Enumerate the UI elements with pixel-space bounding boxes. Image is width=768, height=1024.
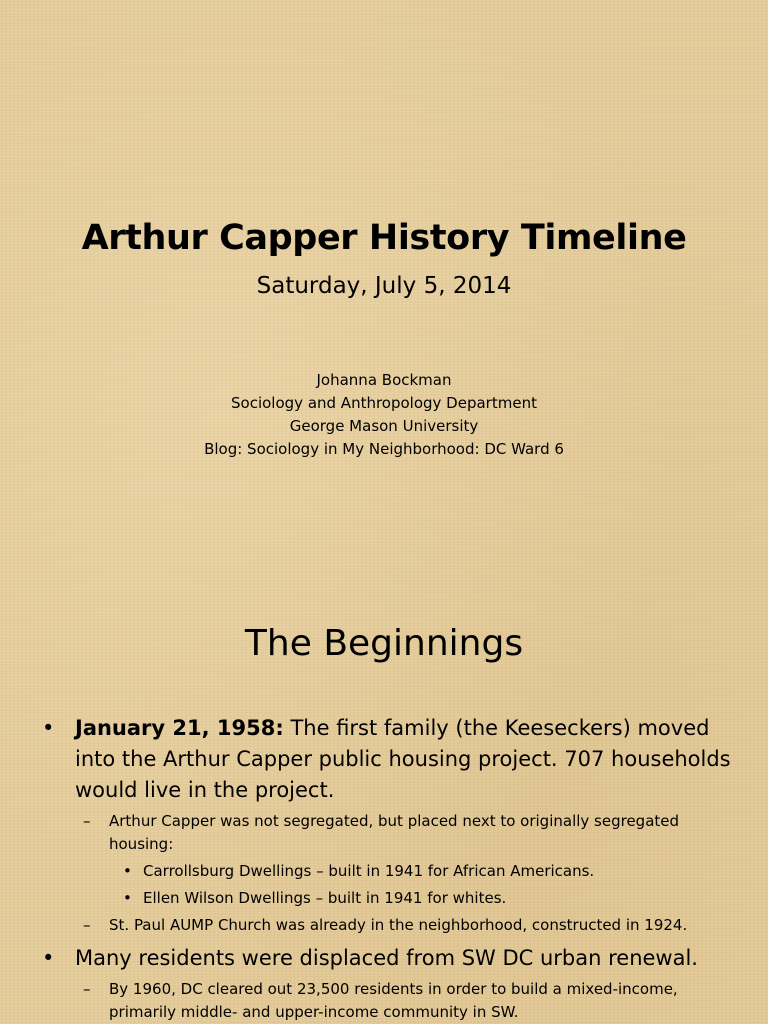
dash-marker: – [83,916,91,934]
presentation-title: Arthur Capper History Timeline [81,218,687,258]
author-info [0,369,768,461]
dot-marker: • [123,889,132,907]
author-university: George Mason University [289,417,479,435]
bullet-marker: • [42,946,55,970]
dot-marker: • [123,862,132,880]
author-name: Johanna Bockman [316,371,452,389]
content-slide [0,576,768,1024]
dash-marker: – [83,980,91,998]
sub-bullet-text: St. Paul AUMP Church was already in the neighborhood, constructed in 1924. [109,916,688,934]
sub-bullet-item [0,914,768,937]
bullet-text: Many residents were displaced from SW DC urban renewal. [75,946,698,970]
sub-sub-bullet-text: Carrollsburg Dwellings – built in 1941 for African Americans. [143,862,595,880]
sub-bullet-item [0,810,768,856]
sub-sub-bullet-item [0,887,768,910]
author-blog: Blog: Sociology in My Neighborhood: DC Ward 6 [204,440,564,458]
presentation-date: Saturday, July 5, 2014 [256,273,512,299]
slide-content [0,713,768,1024]
bullet-item [0,943,768,974]
sub-bullet-text: Arthur Capper was not segregated, but placed next to originally segregated housing: [109,812,680,853]
sub-sub-bullet-text: Ellen Wilson Dwellings – built in 1941 for whites. [143,889,507,907]
slide-title: The Beginnings [244,623,524,664]
bullet-date: January 21, 1958: [75,716,284,740]
sub-bullet-item [0,978,768,1024]
bullet-item [0,713,768,806]
bullet-text: The first family (the Keeseckers) moved into the Arthur Capper public housing project. 707 households would live in the project. [75,716,731,802]
sub-sub-bullet-item [0,860,768,883]
author-department: Sociology and Anthropology Department [231,394,537,412]
bullet-marker: • [42,716,55,740]
dash-marker: – [83,812,91,830]
sub-bullet-text: By 1960, DC cleared out 23,500 residents in order to build a mixed-income, primarily middle- and upper-income community in SW. [109,980,678,1021]
